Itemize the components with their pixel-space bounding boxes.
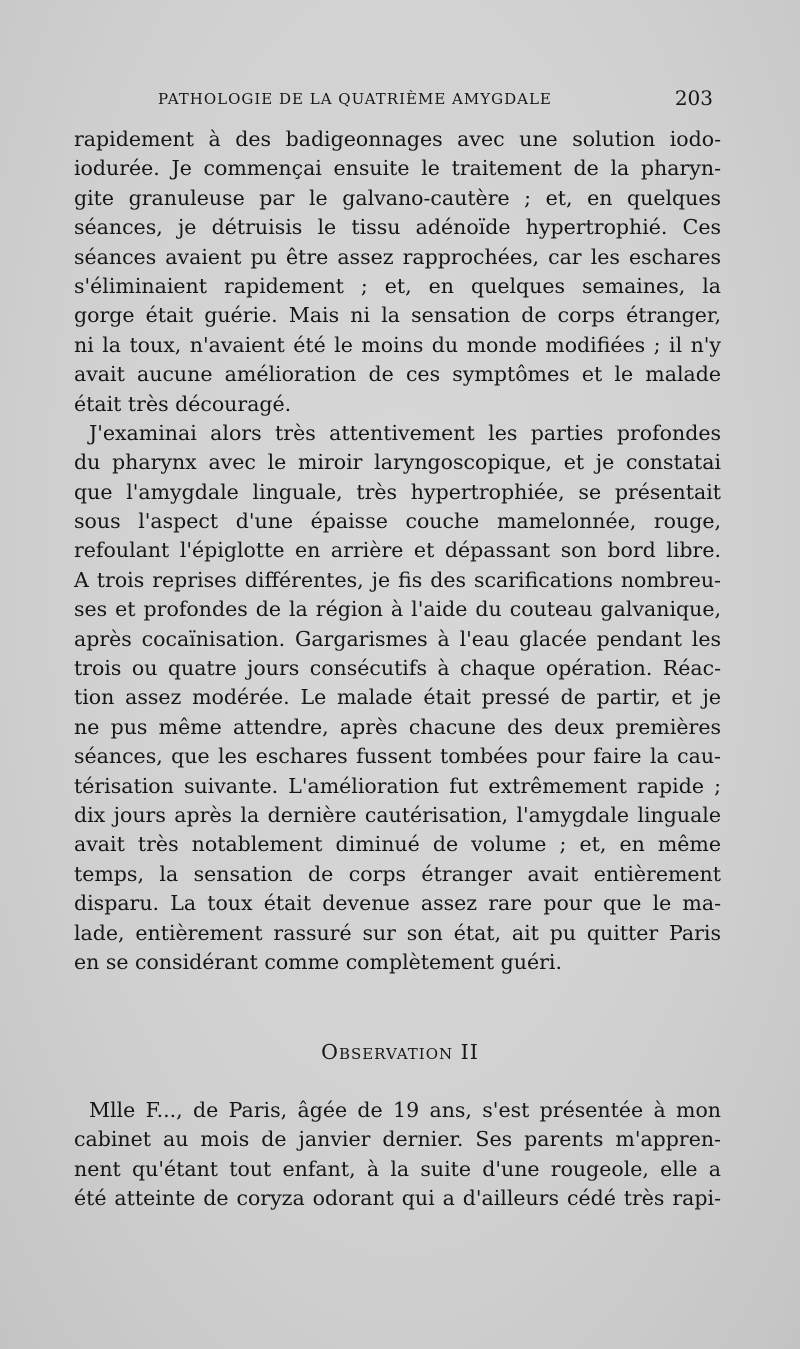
text-line: ne pus même attendre, après chacune des deux premières	[74, 714, 721, 739]
text-line: du pharynx avec le miroir laryngoscopique, et je constatai	[74, 450, 721, 475]
section-heading-number: II	[460, 1040, 479, 1064]
text-line: séances avaient pu être assez rapprochées, car les eschares	[74, 244, 721, 269]
text-line: térisation suivante. L'amélioration fut extrêmement rapide ;	[74, 773, 721, 798]
text-line: séances, que les eschares fussent tombées pour faire la cau-	[74, 744, 721, 769]
page-header	[158, 88, 713, 112]
section-heading	[0, 1040, 800, 1064]
text-line: après cocaïnisation. Gargarismes à l'eau glacée pendant les	[74, 626, 721, 651]
section-heading-word: BSERVATION	[338, 1045, 454, 1063]
text-line: tion assez modérée. Le malade était pressé de partir, et je	[74, 685, 721, 710]
text-line: sous l'aspect d'une épaisse couche mamelonnée, rouge,	[74, 509, 721, 534]
text-line: séances, je détruisis le tissu adénoïde hypertrophié. Ces	[74, 215, 721, 240]
text-line: été atteinte de coryza odorant qui a d'ailleurs cédé très rapi-	[74, 1186, 721, 1211]
text-line: A trois reprises différentes, je fis des scarifications nombreu-	[74, 567, 721, 592]
text-line: trois ou quatre jours consécutifs à chaque opération. Réac-	[74, 656, 721, 681]
text-line: dix jours après la dernière cautérisation, l'amygdale linguale	[74, 802, 721, 827]
text-line: était très découragé.	[74, 391, 292, 416]
text-line: ni la toux, n'avaient été le moins du monde modifiées ; il n'y	[74, 332, 721, 357]
observation-text	[74, 1096, 721, 1214]
text-line: lade, entièrement rassuré sur son état, ait pu quitter Paris	[74, 920, 721, 945]
text-line: que l'amygdale linguale, très hypertrophiée, se présentait	[74, 479, 721, 504]
text-line: temps, la sensation de corps étranger avait entièrement	[74, 861, 721, 886]
text-line: nent qu'étant tout enfant, à la suite d'une rougeole, elle a	[74, 1156, 721, 1181]
text-line: iodurée. Je commençai ensuite le traitement de la pharyn-	[74, 156, 721, 181]
text-line: avait très notablement diminué de volume ; et, en même	[74, 832, 721, 857]
text-line: cabinet au mois de janvier dernier. Ses parents m'appren-	[74, 1127, 721, 1152]
text-line: rapidement à des badigeonnages avec une solution iodo-	[74, 127, 721, 151]
text-line: gorge était guérie. Mais ni la sensation de corps étranger,	[74, 303, 721, 328]
section-heading-initial: O	[321, 1040, 339, 1064]
text-line: J'examinai alors très attentivement les parties profondes	[89, 420, 721, 445]
text-line: s'éliminaient rapidement ; et, en quelques semaines, la	[74, 273, 721, 298]
text-line: en se considérant comme complètement guéri.	[74, 949, 563, 974]
text-line: disparu. La toux était devenue assez rare pour que le ma-	[74, 891, 721, 916]
page-number: 203	[674, 86, 713, 110]
running-head: PATHOLOGIE DE LA QUATRIÈME AMYGDALE	[158, 90, 552, 108]
text-line: avait aucune amélioration de ces symptômes et le malade	[74, 362, 721, 387]
text-line: gite granuleuse par le galvano-cautère ; et, en quelques	[74, 185, 721, 210]
text-line: ses et profondes de la région à l'aide du couteau galvanique,	[74, 597, 721, 622]
text-line: Mlle F..., de Paris, âgée de 19 ans, s'est présentée à mon	[89, 1098, 721, 1122]
text-line: refoulant l'épiglotte en arrière et dépassant son bord libre.	[74, 538, 721, 563]
body-text	[74, 125, 721, 977]
